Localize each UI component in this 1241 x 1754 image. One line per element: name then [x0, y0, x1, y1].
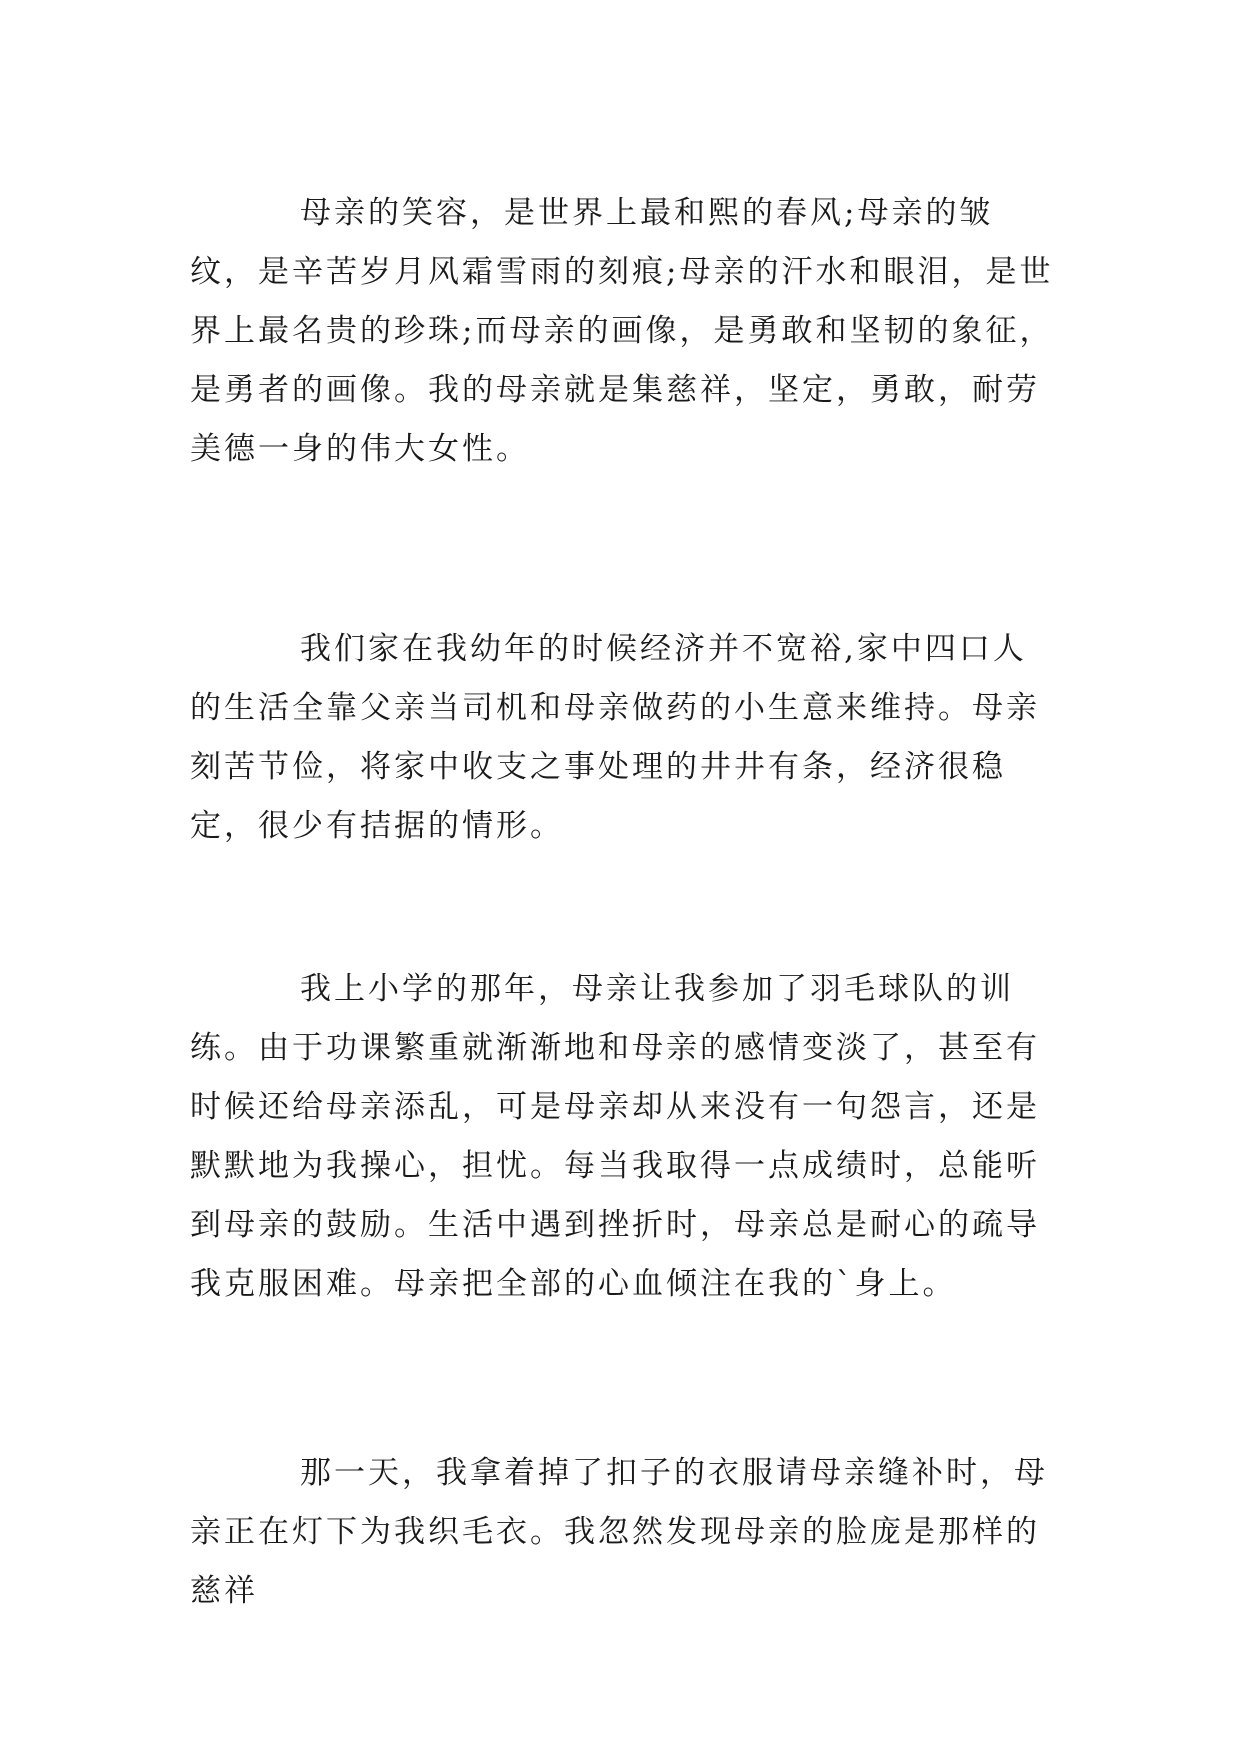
- paragraph-2: 我们家在我幼年的时候经济并不宽裕,家中四口人的生活全靠父亲当司机和母亲做药的小生意来维持。母亲刻苦节俭，将家中收支之事处理的井井有条，经济很稳定，很少有拮据的情形。: [190, 631, 1040, 844]
- paragraph-3: 我上小学的那年，母亲让我参加了羽毛球队的训练。由于功课繁重就渐渐地和母亲的感情变淡了，甚至有时候还给母亲添乱，可是母亲却从来没有一句怨言，还是默默地为我操心，担忧。每当我取得一点成绩时，总能听到母亲的鼓励。生活中遇到挫折时，母亲总是耐心的疏导我克服困难。母亲把全部的心血倾注在我的`身上。: [190, 971, 1040, 1302]
- paragraph-1: 母亲的笑容，是世界上最和熙的春风;母亲的皱纹，是辛苦岁月风霜雪雨的刻痕;母亲的汗水和眼泪，是世界上最名贵的珍珠;而母亲的画像，是勇敢和坚韧的象征，是勇者的画像。我的母亲就是集慈祥，坚定，勇敢，耐劳美德一身的伟大女性。: [190, 195, 1054, 467]
- paragraph-4: 那一天，我拿着掉了扣子的衣服请母亲缝补时，母亲正在灯下为我织毛衣。我忽然发现母亲的脸庞是那样的慈祥: [190, 1455, 1048, 1609]
